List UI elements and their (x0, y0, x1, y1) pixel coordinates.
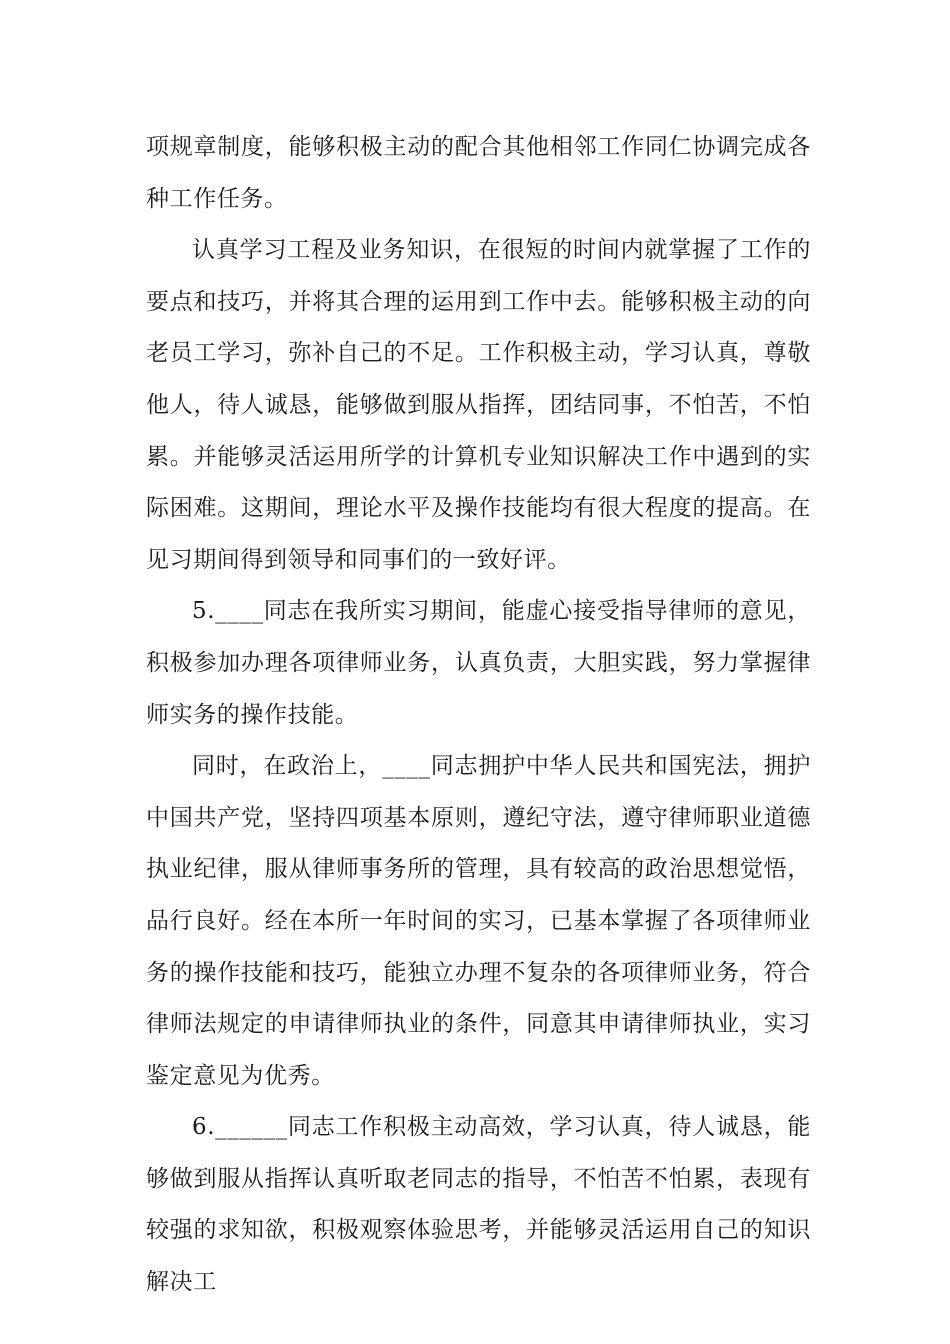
document-body (146, 122, 811, 1309)
paragraph-continuation: 项规章制度，能够积极主动的配合其他相邻工作同仁协调完成各种工作任务。 (146, 134, 811, 212)
paragraph-item-5: 5.____同志在我所实习期间，能虚心接受指导律师的意见，积极参加办理各项律师业务，认真负责，大胆实践，努力掌握律师实务的操作技能。 (146, 598, 811, 728)
paragraph-item-6: 6.______同志工作积极主动高效，学习认真，待人诚恳，能够做到服从指挥认真听取老同志的指导，不怕苦不怕累，表现有较强的求知欲，积极观察体验思考，并能够灵活运用自己的知识解决工 (146, 1114, 811, 1296)
paragraph-political: 同时，在政治上，____同志拥护中华人民共和国宪法，拥护中国共产党，坚持四项基本原则，遵纪守法，遵守律师职业道德执业纪律，服从律师事务所的管理，具有较高的政治思想觉悟，品行良好。经在本所一年时间的实习，已基本掌握了各项律师业务的操作技能和技巧，能独立办理不复杂的各项律师业务，符合律师法规定的申请律师执业的条件，同意其申请律师执业，实习鉴定意见为优秀。 (146, 753, 811, 1089)
paragraph-learning: 认真学习工程及业务知识，在很短的时间内就掌握了工作的要点和技巧，并将其合理的运用到工作中去。能够积极主动的向老员工学习，弥补自己的不足。工作积极主动，学习认真，尊敬他人，待人诚恳，能够做到服从指挥，团结同事，不怕苦，不怕累。并能够灵活运用所学的计算机专业知识解决工作中遇到的实际困难。这期间，理论水平及操作技能均有很大程度的提高。在见习期间得到领导和同事们的一致好评。 (146, 237, 811, 573)
